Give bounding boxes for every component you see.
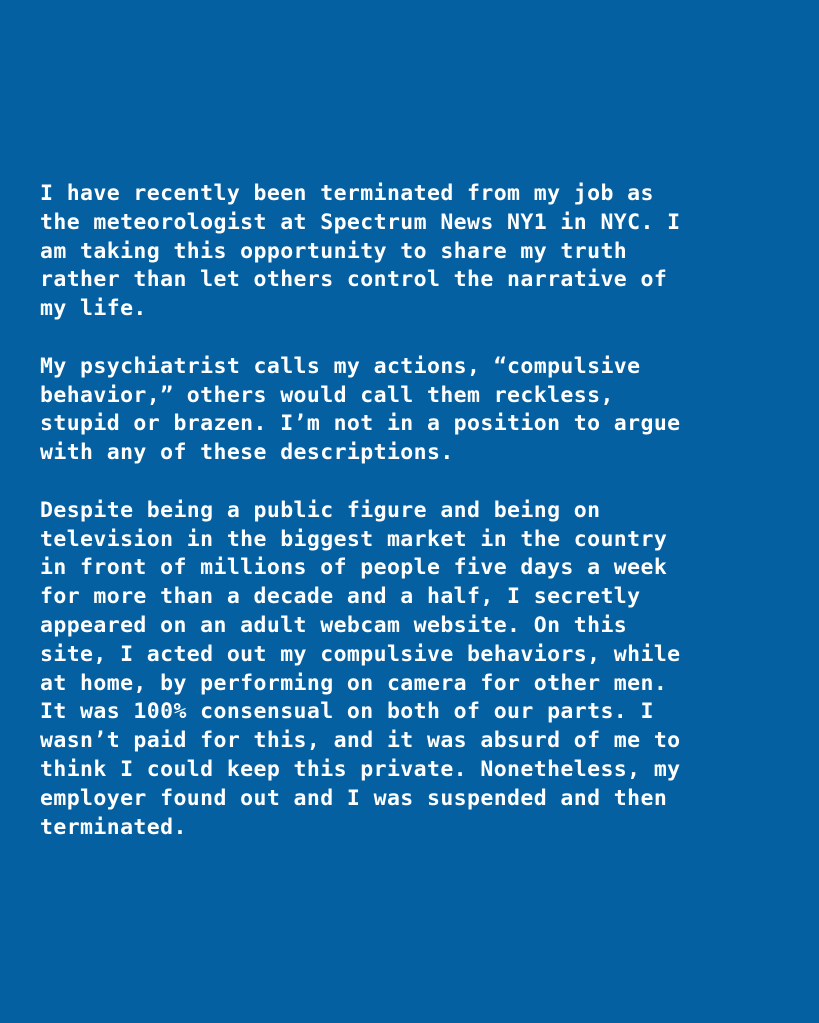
text-line: site, I acted out my compulsive behaviors, while (40, 641, 681, 667)
text-line: appeared on an adult webcam website. On this (40, 612, 628, 638)
text-line: television in the biggest market in the country (40, 526, 668, 552)
statement-text (40, 180, 800, 871)
text-line: I have recently been terminated from my job as (40, 181, 654, 206)
text-line: for more than a decade and a half, I secretly (40, 584, 641, 610)
text-line: with any of these descriptions. (40, 440, 454, 466)
paragraph-webcam (40, 497, 800, 843)
text-line: at home, by performing on camera for other men. (40, 670, 668, 696)
paragraph-psychiatrist (40, 353, 800, 468)
text-line: wasn’t paid for this, and it was absurd of me to (40, 728, 681, 754)
text-line: Despite being a public figure and being on (40, 497, 601, 523)
text-line: my life. (40, 296, 147, 322)
paragraph-termination (40, 180, 800, 324)
text-line: behavior,” others would call them reckless, (40, 382, 614, 408)
text-line: stupid or brazen. I’m not in a position to argue (40, 411, 681, 437)
text-line: the meteorologist at Spectrum News NY1 in NYC. I (40, 209, 681, 235)
text-line: terminated. (40, 814, 187, 840)
text-line: employer found out and I was suspended and then (40, 785, 668, 811)
text-line: rather than let others control the narrative of (40, 267, 668, 293)
text-line: My psychiatrist calls my actions, “compulsive (40, 353, 641, 379)
text-line: think I could keep this private. Nonetheless, my (40, 756, 681, 782)
text-line: am taking this opportunity to share my truth (40, 238, 628, 264)
text-line: in front of millions of people five days a week (40, 555, 668, 581)
text-line: It was 100% consensual on both of our parts. I (40, 699, 654, 725)
